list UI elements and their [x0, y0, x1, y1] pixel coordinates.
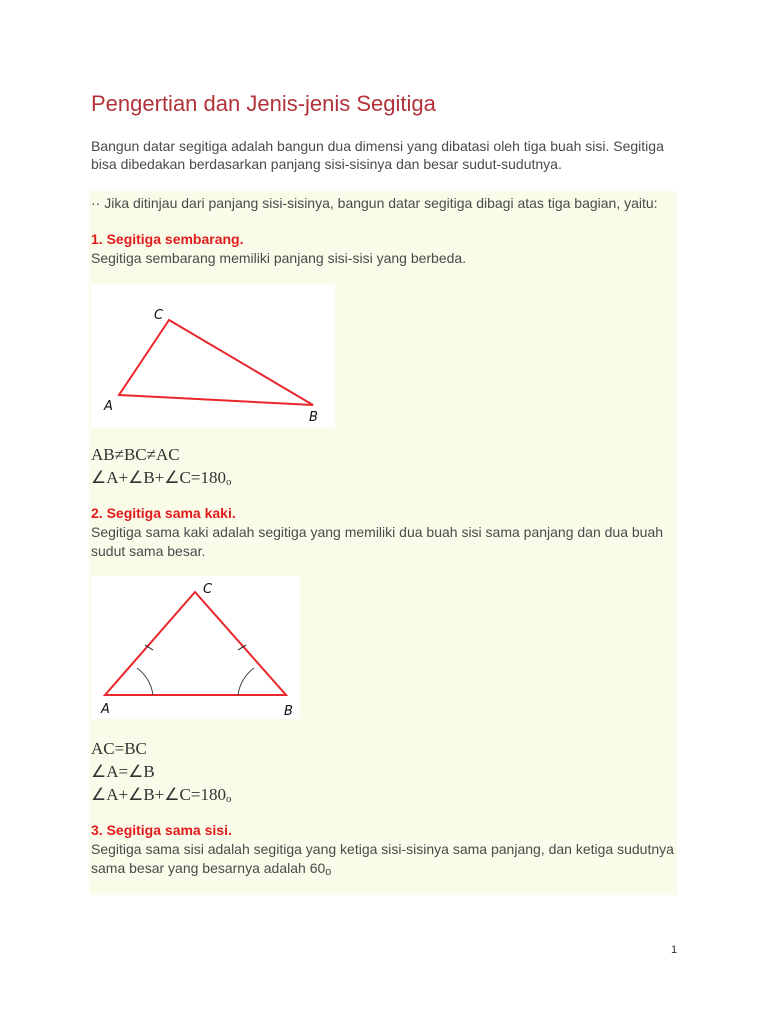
section-heading-sama-sisi: 3. Segitiga sama sisi. — [91, 822, 232, 838]
lead-paragraph: ·· Jika ditinjau dari panjang sisi-sisinya, bangun datar segitiga dibagi atas tiga bagian, yaitu: — [91, 195, 658, 211]
page-title: Pengertian dan Jenis-jenis Segitiga — [91, 91, 436, 116]
section-description-sama-sisi — [91, 840, 675, 882]
degree-symbol: o — [225, 476, 232, 488]
formula-angles-sembarang — [91, 467, 231, 493]
formula-sides-sembarang: AB≠BC≠AC — [91, 445, 180, 464]
section-description-sama-sisi-text: Segitiga sama sisi adalah segitiga yang ketiga sisi-sisinya sama panjang, dan ketiga sudutnya sama besar yang besarnya adalah 60 — [91, 841, 674, 876]
formula-angles-sembarang-text: ∠A+∠B+∠C=180 — [91, 468, 226, 487]
section-description-sama-kaki: Segitiga sama kaki adalah segitiga yang memiliki dua buah sisi sama panjang dan dua buah sudut sama besar. — [91, 524, 664, 559]
degree-symbol: o — [325, 866, 332, 878]
page-number: 1 — [671, 944, 678, 956]
vertex-label-a: A — [101, 702, 110, 717]
vertex-label-a: A — [104, 399, 113, 414]
angle-arc-a — [137, 668, 153, 695]
formula-equal-angles-sama-kaki: ∠A=∠B — [91, 762, 155, 781]
isosceles-triangle-figure — [91, 576, 300, 719]
section-heading-sama-kaki: 2. Segitiga sama kaki. — [91, 505, 236, 521]
section-heading-sembarang: 1. Segitiga sembarang. — [91, 231, 244, 247]
degree-symbol: o — [225, 793, 232, 805]
scalene-triangle — [119, 320, 313, 405]
formula-angles-sama-kaki-text: ∠A+∠B+∠C=180 — [91, 785, 226, 804]
scalene-triangle-figure — [91, 284, 335, 428]
vertex-label-c: C — [154, 308, 164, 323]
vertex-label-c: C — [203, 582, 213, 597]
formula-sides-sama-kaki: AC=BC — [91, 739, 147, 758]
formula-angles-sama-kaki — [91, 784, 231, 810]
vertex-label-b: B — [284, 704, 293, 719]
section-description-sembarang: Segitiga sembarang memiliki panjang sisi-sisi yang berbeda. — [91, 250, 467, 266]
vertex-label-b: B — [309, 410, 318, 425]
angle-arc-b — [238, 668, 254, 695]
intro-paragraph: Bangun datar segitiga adalah bangun dua dimensi yang dibatasi oleh tiga buah sisi. Segitiga bisa dibedakan berdasarkan panjang sisi-sisinya dan besar sudut-sudutnya. — [91, 138, 664, 172]
isosceles-triangle — [105, 592, 286, 695]
